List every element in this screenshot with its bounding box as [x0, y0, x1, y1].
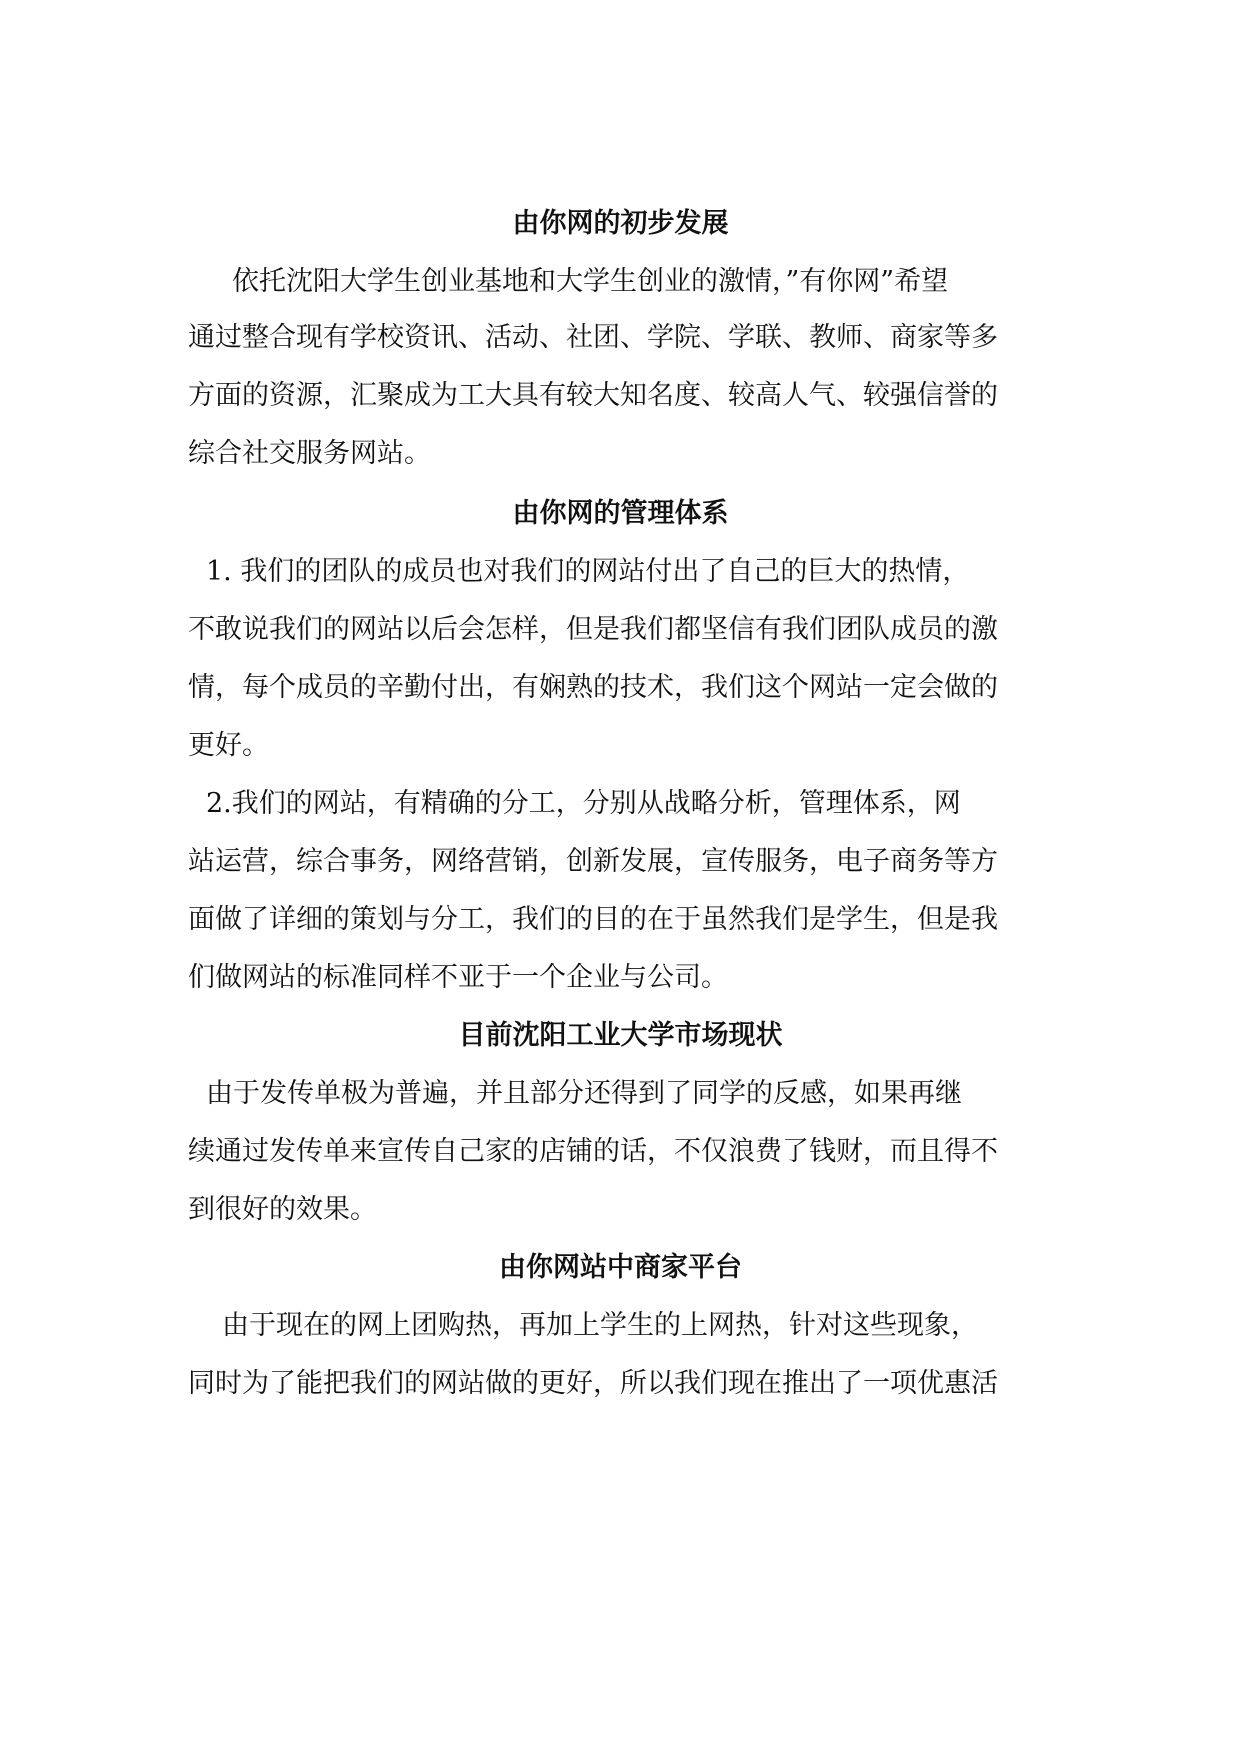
mixed-text-part3: 等方 — [944, 846, 998, 877]
paragraph-line: 同时为了能把我们的网站做的更好，所以我们现在推出了一项优惠活 — [188, 1368, 998, 1399]
paragraph-line: 们做网站的标准同样不亚于一个企业与公司。 — [188, 962, 728, 993]
paragraph-line: 不敢说我们的网站以后会怎样，但是我们都坚信有我们团队成员的激 — [188, 614, 998, 645]
paragraph-line: 综合社交服务网站。 — [188, 438, 431, 469]
mixed-text-part1: 站运营，综合事务，网络营销，创新发展， — [188, 846, 701, 877]
mixed-text-highlight: 宣传服务，电子商务 — [701, 846, 944, 877]
paragraph-line: 情，每个成员的辛勤付出，有娴熟的技术，我们这个网站一定会做的 — [188, 672, 998, 703]
paragraph-line: 续通过发传单来宣传自己家的店铺的话，不仅浪费了钱财，而且得不 — [188, 1136, 998, 1167]
paragraph-line: 由于现在的网上团购热，再加上学生的上网热，针对这些现象， — [222, 1310, 978, 1341]
section-heading-market-status: 目前沈阳工业大学市场现状 — [458, 1020, 783, 1051]
paragraph-line: 1. 我们的团队的成员也对我们的网站付出了自己的巨大的热情， — [206, 556, 970, 587]
section-heading-initial-development: 由你网的初步发展 — [512, 208, 729, 239]
paragraph-line: 更好。 — [188, 730, 269, 761]
section-heading-merchant-platform: 由你网站中商家平台 — [499, 1252, 742, 1283]
paragraph-line-mixed — [188, 844, 998, 880]
paragraph-line: 通过整合现有学校资讯、活动、社团、学院、学联、教师、商家等多 — [188, 322, 998, 353]
paragraph-line: 方面的资源，汇聚成为工大具有较大知名度、较高人气、较强信誉的 — [188, 380, 998, 411]
paragraph-line: 依托沈阳大学生创业基地和大学生创业的激情，”有你网”希望 — [232, 266, 949, 297]
paragraph-line: 面做了详细的策划与分工，我们的目的在于虽然我们是学生，但是我 — [188, 904, 998, 935]
paragraph-line: 2.我们的网站，有精确的分工，分别从战略分析，管理体系，网 — [206, 788, 961, 819]
paragraph-line: 由于发传单极为普遍，并且部分还得到了同学的反感，如果再继 — [206, 1078, 962, 1109]
section-heading-management-system: 由你网的管理体系 — [512, 498, 729, 529]
paragraph-line: 到很好的效果。 — [188, 1194, 377, 1225]
